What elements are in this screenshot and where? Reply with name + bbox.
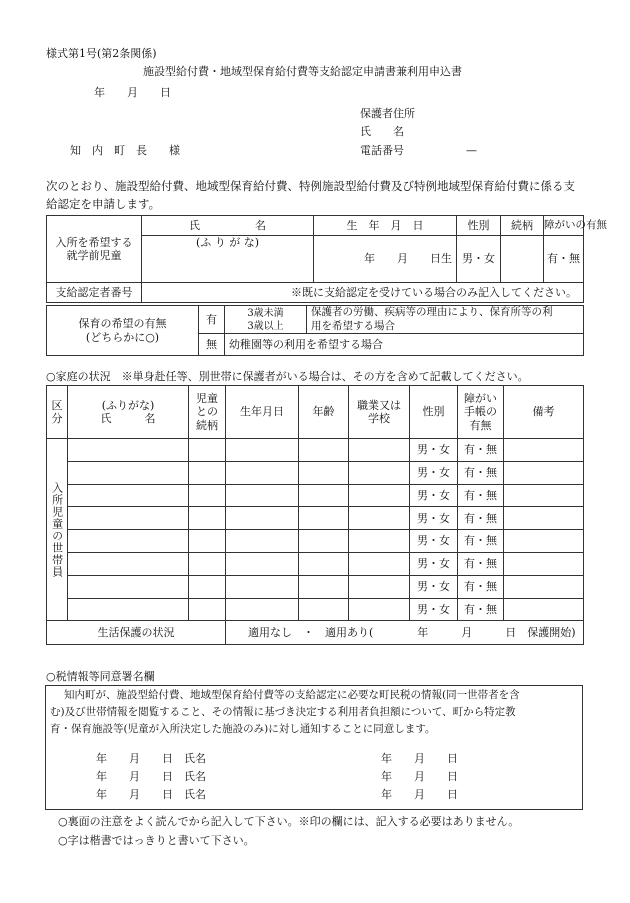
member-sex[interactable]: 男・女 (410, 507, 458, 530)
member-age[interactable] (299, 552, 349, 575)
member-birth[interactable] (226, 439, 299, 462)
member-note[interactable] (504, 552, 584, 575)
care-wish-table (46, 305, 584, 356)
member-job[interactable] (349, 507, 410, 530)
relation-value[interactable] (501, 236, 544, 283)
cert-number-note[interactable]: ※既に支給認定を受けている場合のみ記入してください。 (142, 283, 584, 303)
member-note[interactable] (504, 598, 584, 621)
member-disability[interactable]: 有・無 (458, 598, 504, 621)
member-relation[interactable] (189, 461, 226, 484)
member-relation[interactable] (189, 598, 226, 621)
intro-line-2: 給認定を申請します。 (46, 197, 161, 211)
family-row (47, 484, 584, 507)
member-birth[interactable] (226, 530, 299, 553)
member-birth[interactable] (226, 598, 299, 621)
member-job[interactable] (349, 575, 410, 598)
col-relation: 児童 との 続柄 (189, 386, 226, 439)
member-relation[interactable] (189, 439, 226, 462)
col-sex: 性別 (410, 386, 458, 439)
member-disability[interactable]: 有・無 (458, 439, 504, 462)
member-sex[interactable]: 男・女 (410, 575, 458, 598)
member-name[interactable] (68, 507, 189, 530)
member-name[interactable] (68, 461, 189, 484)
member-job[interactable] (349, 530, 410, 553)
member-sex[interactable]: 男・女 (410, 461, 458, 484)
tax-consent-box (45, 685, 583, 810)
member-age[interactable] (299, 598, 349, 621)
member-relation[interactable] (189, 552, 226, 575)
family-side-label: 入所児童の世帯員 (47, 439, 68, 621)
member-age[interactable] (299, 439, 349, 462)
member-sex[interactable]: 男・女 (410, 439, 458, 462)
family-row (47, 461, 584, 484)
welfare-value[interactable]: 適用なし ・ 適用あり( 年 月 日 保護開始) (226, 621, 584, 645)
member-birth[interactable] (226, 484, 299, 507)
care-wish-label: 保育の希望の有無 (どちらかに○) (47, 306, 199, 356)
member-note[interactable] (504, 439, 584, 462)
family-row (47, 552, 584, 575)
sex-value[interactable]: 男・女 (457, 236, 501, 283)
member-disability[interactable]: 有・無 (458, 575, 504, 598)
col-name: (ふりがな) 氏 名 (68, 386, 189, 439)
member-sex[interactable]: 男・女 (410, 598, 458, 621)
intro-line-1: 次のとおり、施設型給付費、地域型保育給付費、特例施設型給付費及び特例地域型保育給付費に係る支 (46, 179, 575, 193)
col-age: 年齢 (299, 386, 349, 439)
member-disability[interactable]: 有・無 (458, 461, 504, 484)
cert-number-label: 支給認定者番号 (47, 283, 142, 303)
furigana-header: (ふ り が な) (142, 236, 314, 253)
member-name[interactable] (68, 598, 189, 621)
mayor-address: 知 内 町 長 様 (70, 144, 180, 157)
signature-line-3[interactable]: 年 月 日 氏名 (96, 788, 206, 801)
member-relation[interactable] (189, 507, 226, 530)
form-number: 様式第1号(第2条関係) (46, 47, 157, 60)
member-name[interactable] (68, 552, 189, 575)
guardian-address-label: 保護者住所 (360, 107, 415, 120)
member-disability[interactable]: 有・無 (458, 507, 504, 530)
tax-para-3: 育・保育施設等(児童が入所決定した施設のみ)に対し通知することに同意します。 (50, 723, 436, 735)
member-age[interactable] (299, 530, 349, 553)
member-job[interactable] (349, 484, 410, 507)
relation-header: 続柄 (501, 216, 544, 236)
signature-date-2[interactable]: 年 月 日 (381, 770, 458, 783)
member-age[interactable] (299, 461, 349, 484)
signature-date-3[interactable]: 年 月 日 (381, 788, 458, 801)
wish-yes[interactable]: 有 (199, 306, 225, 334)
phone-dash: — (466, 144, 477, 157)
signature-line-1[interactable]: 年 月 日 氏名 (96, 752, 206, 765)
member-name[interactable] (68, 439, 189, 462)
member-sex[interactable]: 男・女 (410, 530, 458, 553)
member-disability[interactable]: 有・無 (458, 552, 504, 575)
welfare-label: 生活保護の状況 (47, 621, 226, 645)
disability-header: 障がいの有無 (544, 216, 584, 236)
child-label-cell: 入所を希望する 就学前児童 (47, 216, 142, 283)
member-note[interactable] (504, 530, 584, 553)
member-relation[interactable] (189, 575, 226, 598)
member-job[interactable] (349, 461, 410, 484)
family-row (47, 507, 584, 530)
signature-date-1[interactable]: 年 月 日 (381, 752, 458, 765)
member-name[interactable] (68, 575, 189, 598)
member-sex[interactable]: 男・女 (410, 484, 458, 507)
member-birth[interactable] (226, 461, 299, 484)
col-disability: 障がい 手帳の 有無 (458, 386, 504, 439)
family-row (47, 439, 584, 462)
date-line: 年 月 日 (94, 86, 171, 99)
tax-para-2: む)及び世帯情報を閲覧すること、その情報に基づき決定する利用者負担額について、町から特定教 (50, 706, 516, 718)
member-disability[interactable]: 有・無 (458, 484, 504, 507)
sex-header: 性別 (457, 216, 501, 236)
birth-header: 生 年 月 日 (314, 216, 457, 236)
member-sex[interactable]: 男・女 (410, 552, 458, 575)
member-disability[interactable]: 有・無 (458, 530, 504, 553)
form-title: 施設型給付費・地域型保育給付費等支給認定申請書兼利用申込書 (143, 65, 462, 78)
member-birth[interactable] (226, 552, 299, 575)
member-job[interactable] (349, 598, 410, 621)
name-header: 氏 名 (142, 216, 314, 236)
child-application-table (46, 215, 607, 303)
member-age[interactable] (299, 507, 349, 530)
tax-heading: ○税情報等同意署名欄 (46, 670, 155, 683)
member-job[interactable] (349, 439, 410, 462)
member-note[interactable] (504, 461, 584, 484)
col-birth: 生年月日 (226, 386, 299, 439)
member-note[interactable] (504, 484, 584, 507)
guardian-name-label: 氏 名 (360, 125, 404, 138)
phone-label: 電話番号 (360, 144, 404, 157)
member-note[interactable] (504, 507, 584, 530)
family-table (46, 385, 584, 645)
col-job: 職業又は 学校 (349, 386, 410, 439)
member-relation[interactable] (189, 484, 226, 507)
member-age[interactable] (299, 484, 349, 507)
signature-line-2[interactable]: 年 月 日 氏名 (96, 770, 206, 783)
wish-no[interactable]: 無 (199, 334, 225, 356)
family-heading: ○家庭の状況 ※単身赴任等、別世帯に保護者がいる場合は、その方を含めて記載してください。 (46, 370, 529, 383)
member-birth[interactable] (226, 507, 299, 530)
member-name[interactable] (68, 484, 189, 507)
member-note[interactable] (504, 575, 584, 598)
birth-value[interactable]: 年 月 日生 (314, 236, 457, 283)
member-relation[interactable] (189, 530, 226, 553)
age-group: 3歳未満 3歳以上 (225, 306, 307, 334)
note-2: ○字は楷書ではっきりと書いて下さい。 (58, 834, 255, 847)
member-job[interactable] (349, 552, 410, 575)
member-name[interactable] (68, 530, 189, 553)
family-row (47, 575, 584, 598)
disability-value[interactable]: 有・無 (544, 236, 584, 283)
family-row (47, 598, 584, 621)
note-1: ○裏面の注意をよく読んでから記入して下さい。※印の欄には、記入する必要はありません。 (58, 815, 520, 828)
tax-para-1: 知内町が、施設型給付費、地域型保育給付費等の支給認定に必要な町民税の情報(同一世帯者を含 (64, 689, 520, 701)
name-value[interactable] (142, 253, 314, 283)
wish-yes-desc: 保護者の労働、疾病等の理由により、保育所等の利 用を希望する場合 (307, 306, 584, 334)
col-note: 備考 (504, 386, 584, 439)
col-kubun: 区 分 (47, 386, 68, 439)
member-birth[interactable] (226, 575, 299, 598)
family-row (47, 530, 584, 553)
wish-no-desc: 幼稚園等の利用を希望する場合 (225, 334, 584, 356)
member-age[interactable] (299, 575, 349, 598)
